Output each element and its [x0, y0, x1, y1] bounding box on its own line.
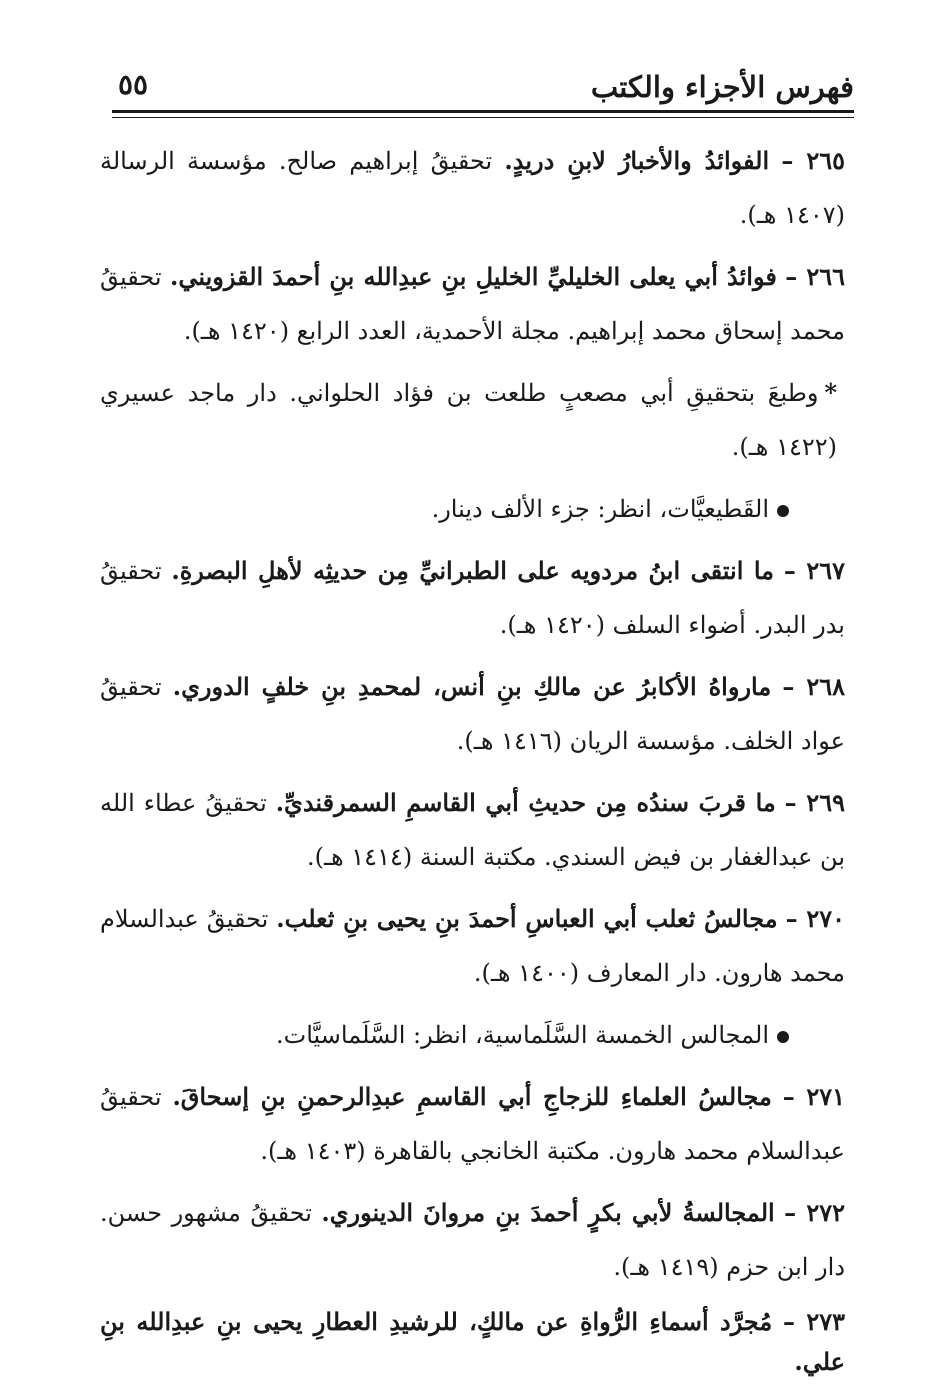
entry-title: فوائدُ أبي يعلى الخليليِّ الخليلِ بنِ عبدِالله بنِ أحمدَ القزويني. [169, 262, 777, 291]
entry-title: مجالسُ ثعلب أبي العباسِ أحمدَ بنِ يحيى بنِ ثعلب. [276, 904, 778, 933]
entry-title: ما انتقى ابنُ مردويه على الطبرانيِّ مِن حديثِه لأهلِ البصرةِ. [171, 556, 775, 585]
entry-details: تحقيقُ عبدالسلام محمد هارون. دار المعارف (١٤٠٠ هـ). [100, 905, 845, 987]
index-entry-266 [100, 250, 845, 358]
xref-text: المجالس الخمسة السَّلَماسية، انظر: السَّلَماسيَّات. [276, 1021, 769, 1049]
entry-details: تحقيقُ عطاء الله بن عبدالغفار بن فيض السندي. مكتبة السنة (١٤١٤ هـ). [100, 789, 845, 871]
page-number: ٥٥ [118, 68, 149, 101]
cross-reference [100, 482, 845, 536]
page-header [112, 62, 854, 112]
entry-number: ٢٦٩ – [784, 788, 845, 817]
entry-details: تحقيقُ عواد الخلف. مؤسسة الريان (١٤١٦ هـ). [100, 673, 845, 755]
header-rule-thick [112, 110, 854, 113]
cross-reference [100, 1008, 845, 1062]
entry-number: ٢٦٦ – [785, 262, 845, 291]
index-entry-270 [100, 892, 845, 1000]
index-entry-271 [100, 1070, 845, 1178]
entry-details: تحقيقُ مشهور حسن. دار ابن حزم (١٤١٩ هـ). [100, 1199, 845, 1281]
bullet-icon [777, 1031, 789, 1043]
star-marker: * [824, 378, 837, 407]
entry-details: تحقيقُ بدر البدر. أضواء السلف (١٤٢٠ هـ). [100, 557, 845, 639]
index-entry-272 [100, 1186, 845, 1294]
entry-title: مارواهُ الأكابرُ عن مالكِ بنِ أنس، لمحمدِ بنِ خلفٍ الدوري. [172, 672, 772, 701]
entry-title: المجالسةُ لأبي بكرٍ أحمدَ بنِ مروانَ الدينوري. [321, 1198, 775, 1227]
entry-number: ٢٦٨ – [782, 672, 845, 701]
note-text: وطبعَ بتحقيقِ أبي مصعبٍ طلعت بن فؤاد الحلواني. دار ماجد عسيري (١٤٢٢ هـ). [100, 379, 837, 461]
running-title: فهرس الأجزاء والكتب [590, 70, 854, 104]
entry-number: ٢٦٥ – [781, 146, 845, 175]
entry-title: الفوائدُ والأخبارُ لابنِ دريدٍ. [504, 146, 770, 175]
entry-number: ٢٦٧ – [783, 556, 845, 585]
bullet-icon [777, 505, 789, 517]
entry-number: ٢٧٢ – [784, 1198, 846, 1227]
index-entry-273 [100, 1302, 845, 1382]
index-entry-268 [100, 660, 845, 768]
entry-title: مجالسُ العلماءِ للزجاجِ أبي القاسمِ عبدِالرحمنِ بنِ إسحاقَ. [172, 1082, 772, 1111]
edition-note [100, 366, 845, 474]
entry-number: ٢٧٠ – [785, 904, 845, 933]
index-list [100, 134, 845, 1390]
xref-text: القَطيعيَّات، انظر: جزء الألف دينار. [431, 495, 769, 523]
index-entry-265 [100, 134, 845, 242]
index-entry-267 [100, 544, 845, 652]
entry-number: ٢٧٣ – [782, 1307, 845, 1336]
entry-details: تحقيقُ محمد إسحاق محمد إبراهيم. مجلة الأحمدية، العدد الرابع (١٤٢٠ هـ). [100, 263, 845, 345]
entry-details: تحقيقُ عبدالسلام محمد هارون. مكتبة الخانجي بالقاهرة (١٤٠٣ هـ). [100, 1083, 845, 1165]
index-entry-269 [100, 776, 845, 884]
entry-details: تحقيقُ إبراهيم صالح. مؤسسة الرسالة (١٤٠٧ هـ). [100, 147, 845, 229]
header-rule-thin [112, 117, 854, 118]
entry-number: ٢٧١ – [782, 1082, 845, 1111]
entry-title: ما قربَ سندُه مِن حديثِ أبي القاسمِ السمرقنديِّ. [275, 788, 776, 817]
entry-title: مُجرَّد أسماءِ الرُّواةِ عن مالكٍ، للرشيدِ العطارِ يحيى بنِ عبدِالله بنِ علي. [100, 1307, 845, 1376]
